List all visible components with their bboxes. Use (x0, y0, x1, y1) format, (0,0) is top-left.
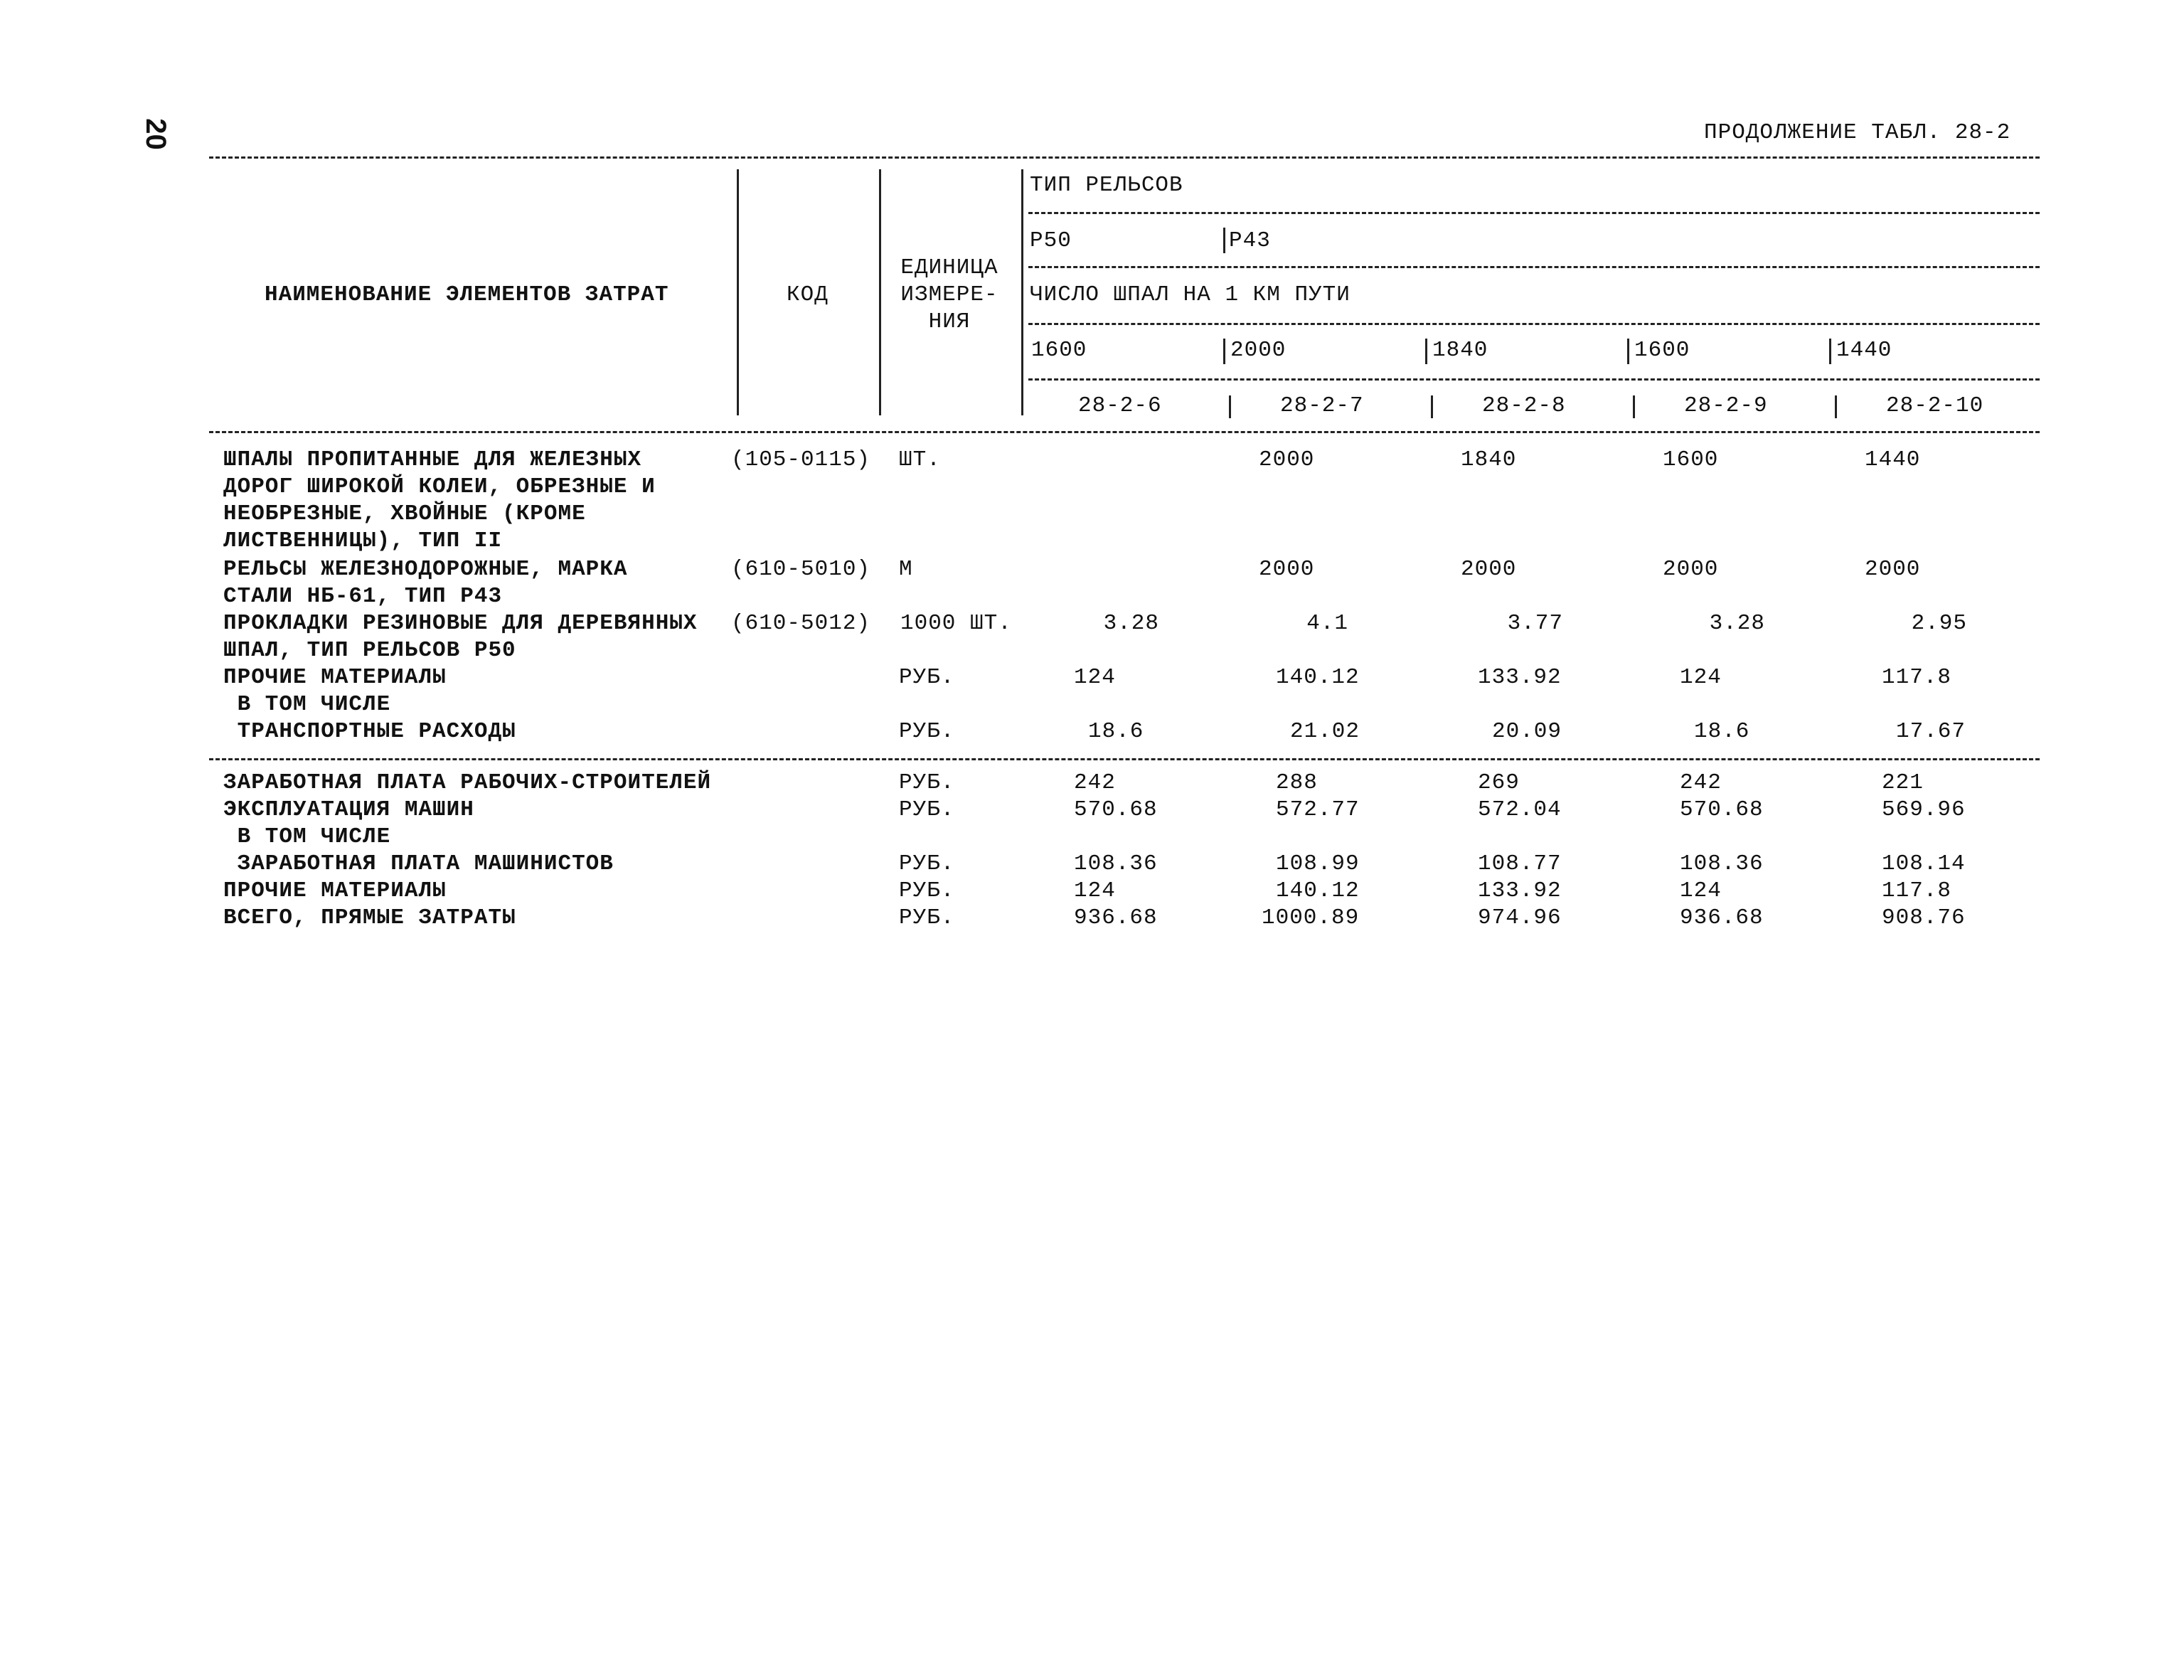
material-value: 2000 (1663, 557, 1719, 582)
total-value: 974.96 (1478, 905, 1562, 930)
total-name: В ТОМ ЧИСЛЕ (223, 824, 391, 849)
header-rail-type: ТИП РЕЛЬСОВ (1030, 173, 1183, 198)
header-code-1: 28-2-6 (1078, 393, 1162, 418)
header-code-2: 28-2-7 (1280, 393, 1364, 418)
material-name: ТРАНСПОРТНЫЕ РАСХОДЫ (223, 719, 516, 744)
material-name: ШПАЛ, ТИП РЕЛЬСОВ Р50 (223, 638, 516, 663)
count-bar-3 (1425, 339, 1427, 364)
material-value: 140.12 (1276, 665, 1360, 690)
rule-header-bottom (209, 431, 2040, 433)
code-bar-5 (1835, 395, 1837, 418)
header-divider-unit (1021, 169, 1023, 415)
code-bar-3 (1431, 395, 1433, 418)
total-name: ЗАРАБОТНАЯ ПЛАТА РАБОЧИХ-СТРОИТЕЛЕЙ (223, 770, 712, 795)
total-value: 133.92 (1478, 878, 1562, 903)
total-value: 269 (1478, 770, 1520, 795)
count-bar-2 (1223, 339, 1225, 364)
rule-h1 (1028, 212, 2040, 214)
total-value: 140.12 (1276, 878, 1360, 903)
total-unit: РУБ. (899, 770, 955, 795)
material-code: (610-5012) (731, 611, 871, 636)
material-value: 3.77 (1507, 611, 1563, 636)
material-value: 2000 (1461, 557, 1517, 582)
total-value: 936.68 (1680, 905, 1764, 930)
table-caption: ПРОДОЛЖЕНИЕ ТАБЛ. 28-2 (1704, 120, 2011, 145)
material-value: 2000 (1259, 447, 1315, 472)
total-value: 221 (1882, 770, 1924, 795)
header-unit-col-3: НИЯ (928, 309, 971, 334)
header-p43-bar (1223, 228, 1225, 253)
total-value: 117.8 (1882, 878, 1952, 903)
total-value: 1000.89 (1262, 905, 1360, 930)
total-value: 242 (1680, 770, 1722, 795)
total-unit: РУБ. (899, 797, 955, 822)
total-value: 108.36 (1680, 851, 1764, 876)
material-name: СТАЛИ НБ-61, ТИП Р43 (223, 584, 503, 609)
rule-top (209, 156, 2040, 159)
count-bar-4 (1627, 339, 1629, 364)
material-unit: РУБ. (899, 665, 955, 690)
material-value: 2.95 (1911, 611, 1967, 636)
header-count-1: 1600 (1031, 338, 1087, 363)
material-value: 124 (1680, 665, 1722, 690)
total-unit: РУБ. (899, 878, 955, 903)
rule-h2 (1028, 266, 2040, 268)
total-name: ЭКСПЛУАТАЦИЯ МАШИН (223, 797, 474, 822)
material-value: 133.92 (1478, 665, 1562, 690)
total-unit: РУБ. (899, 905, 955, 930)
total-value: 124 (1680, 878, 1722, 903)
material-value: 2000 (1259, 557, 1315, 582)
total-name: ВСЕГО, ПРЯМЫЕ ЗАТРАТЫ (223, 905, 516, 930)
material-unit: 1000 ШТ. (900, 611, 1012, 636)
material-unit: ШТ. (899, 447, 941, 472)
material-value: 17.67 (1896, 719, 1966, 744)
header-unit-col-1: ЕДИНИЦА (900, 255, 998, 280)
header-name-col: НАИМЕНОВАНИЕ ЭЛЕМЕНТОВ ЗАТРАТ (265, 282, 669, 307)
material-unit: М (899, 557, 913, 582)
material-name: ШПАЛЫ ПРОПИТАННЫЕ ДЛЯ ЖЕЛЕЗНЫХ (223, 447, 642, 472)
material-value: 1840 (1461, 447, 1517, 472)
material-value: 124 (1074, 665, 1116, 690)
material-name: ПРОЧИЕ МАТЕРИАЛЫ (223, 665, 447, 690)
material-value: 2000 (1865, 557, 1921, 582)
material-value: 4.1 (1306, 611, 1348, 636)
material-value: 1440 (1865, 447, 1921, 472)
total-value: 108.36 (1074, 851, 1158, 876)
material-value: 117.8 (1882, 665, 1952, 690)
page-number: 20 (139, 118, 171, 150)
header-code-4: 28-2-9 (1684, 393, 1768, 418)
total-value: 288 (1276, 770, 1318, 795)
total-name: ЗАРАБОТНАЯ ПЛАТА МАШИНИСТОВ (223, 851, 614, 876)
total-value: 242 (1074, 770, 1116, 795)
header-count-4: 1600 (1634, 338, 1690, 363)
total-value: 570.68 (1074, 797, 1158, 822)
header-code-3: 28-2-8 (1482, 393, 1566, 418)
header-rail-p43: Р43 (1229, 228, 1271, 253)
total-value: 936.68 (1074, 905, 1158, 930)
header-unit-col-2: ИЗМЕРЕ- (900, 282, 998, 307)
material-value: 18.6 (1088, 719, 1144, 744)
total-name: ПРОЧИЕ МАТЕРИАЛЫ (223, 878, 447, 903)
rule-h3 (1028, 323, 2040, 325)
header-code-col: КОД (787, 282, 829, 307)
rule-h4 (1028, 378, 2040, 381)
header-rail-p50: Р50 (1030, 228, 1072, 253)
header-count-3: 1840 (1432, 338, 1488, 363)
total-value: 108.99 (1276, 851, 1360, 876)
header-code-5: 28-2-10 (1886, 393, 1984, 418)
material-name: В ТОМ ЧИСЛЕ (223, 692, 391, 717)
total-value: 108.14 (1882, 851, 1966, 876)
material-name: РЕЛЬСЫ ЖЕЛЕЗНОДОРОЖНЫЕ, МАРКА (223, 557, 628, 582)
material-value: 21.02 (1290, 719, 1360, 744)
total-value: 108.77 (1478, 851, 1562, 876)
material-code: (105-0115) (731, 447, 871, 472)
material-value: 18.6 (1694, 719, 1750, 744)
total-value: 569.96 (1882, 797, 1966, 822)
rule-section (209, 758, 2040, 760)
header-divider-code (879, 169, 881, 415)
count-bar-5 (1829, 339, 1831, 364)
header-divider-name (737, 169, 739, 415)
material-name: НЕОБРЕЗНЫЕ, ХВОЙНЫЕ (КРОМЕ (223, 501, 586, 526)
material-unit: РУБ. (899, 719, 955, 744)
code-bar-4 (1633, 395, 1635, 418)
material-value: 3.28 (1709, 611, 1765, 636)
material-name: ПРОКЛАДКИ РЕЗИНОВЫЕ ДЛЯ ДЕРЕВЯННЫХ (223, 611, 698, 636)
material-name: ЛИСТВЕННИЦЫ), ТИП II (223, 528, 503, 553)
header-count-2: 2000 (1230, 338, 1287, 363)
total-value: 572.04 (1478, 797, 1562, 822)
total-value: 908.76 (1882, 905, 1966, 930)
material-value: 20.09 (1492, 719, 1562, 744)
material-code: (610-5010) (731, 557, 871, 582)
total-value: 124 (1074, 878, 1116, 903)
code-bar-2 (1229, 395, 1231, 418)
material-value: 3.28 (1103, 611, 1159, 636)
total-value: 570.68 (1680, 797, 1764, 822)
total-value: 572.77 (1276, 797, 1360, 822)
material-value: 1600 (1663, 447, 1719, 472)
total-unit: РУБ. (899, 851, 955, 876)
header-count-5: 1440 (1836, 338, 1892, 363)
material-name: ДОРОГ ШИРОКОЙ КОЛЕИ, ОБРЕЗНЫЕ И (223, 474, 656, 499)
header-sleepers: ЧИСЛО ШПАЛ НА 1 КМ ПУТИ (1030, 282, 1351, 307)
